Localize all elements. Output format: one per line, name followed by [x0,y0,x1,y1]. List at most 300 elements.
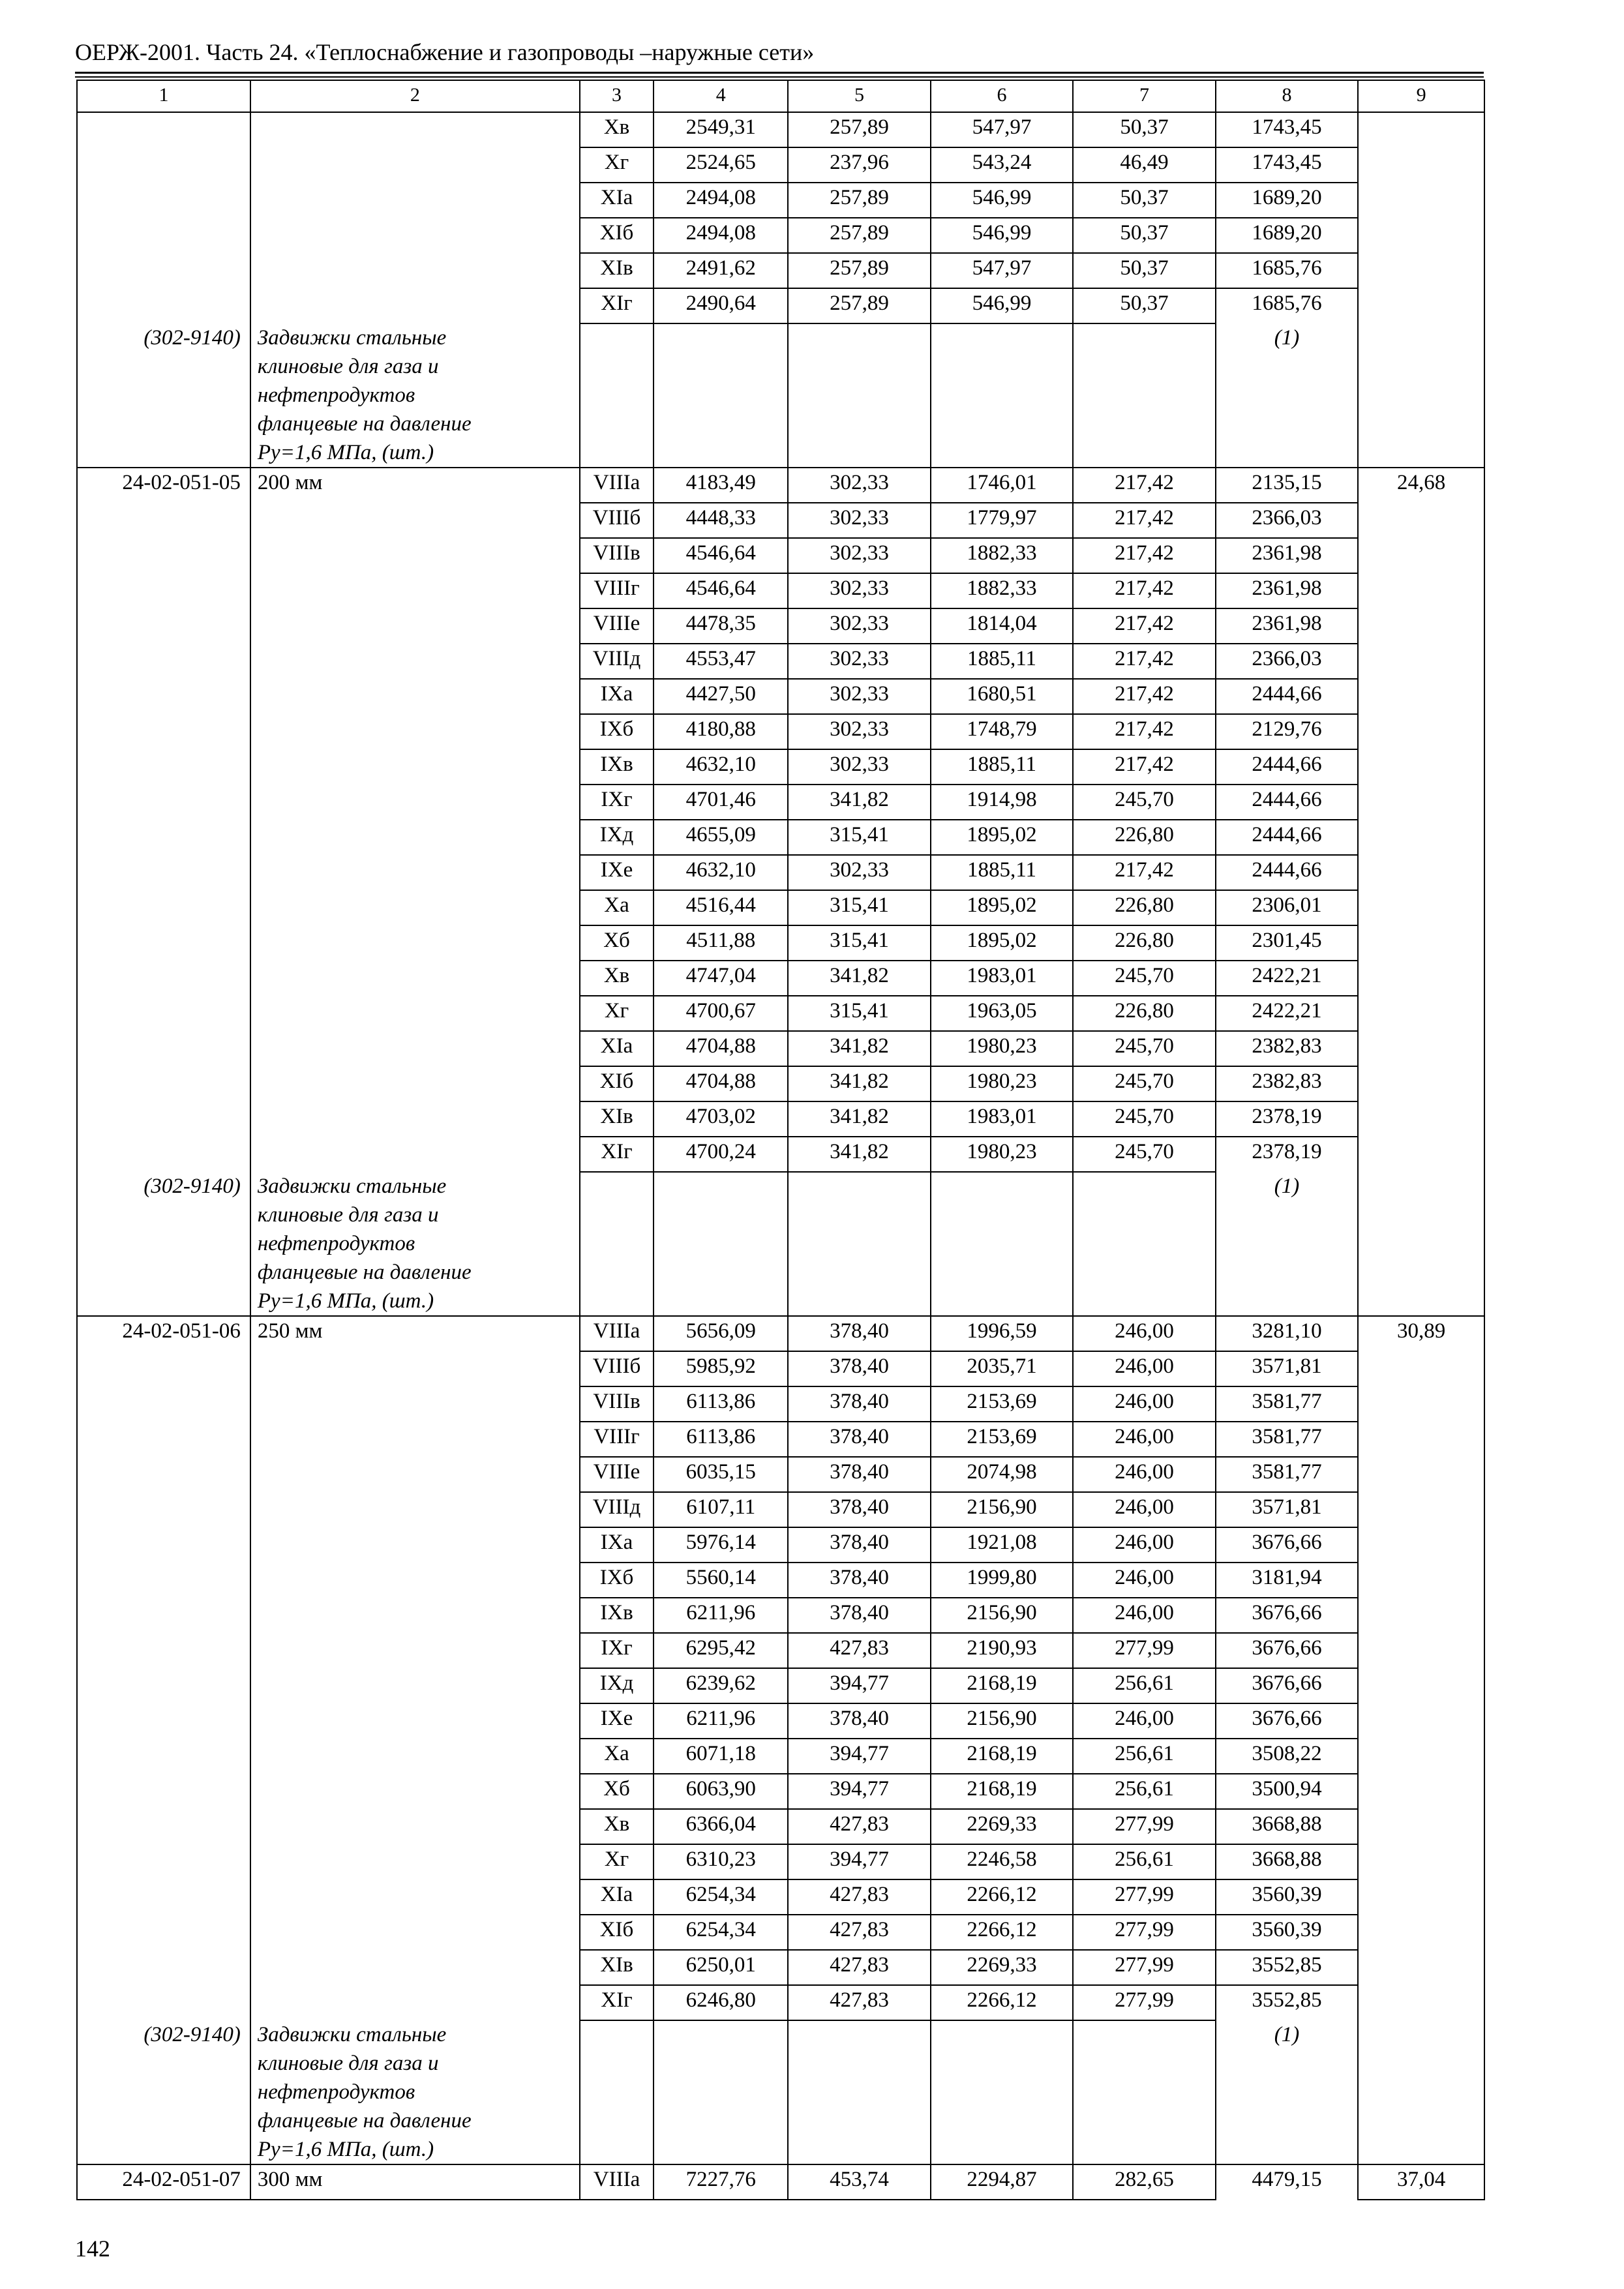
value-cell: 1743,45 [1216,112,1358,147]
price-table [76,80,1485,2200]
value-cell: 427,83 [788,1879,930,1915]
table-row [77,1351,1484,1386]
value-cell: 378,40 [788,1351,930,1386]
value-cell: 226,80 [1073,820,1215,855]
value-cell: 2301,45 [1216,925,1358,961]
table-row [77,112,1484,147]
value-cell: 1999,80 [931,1563,1073,1598]
value-cell: 2444,66 [1216,820,1358,855]
value-cell: 4479,15 [1216,2164,1358,2200]
value-cell: 4448,33 [654,503,788,538]
resource-name-cell [250,1172,580,1316]
value-cell: 2494,08 [654,183,788,218]
value-cell: 217,42 [1073,573,1215,608]
value-cell: 6063,90 [654,1774,788,1809]
col9-cell [1358,1351,1484,1386]
rate-code-cell [77,1633,250,1668]
rate-code-cell [77,1950,250,1985]
value-cell: XIв [580,1950,654,1985]
rate-name-cell [250,1598,580,1633]
value-cell: 256,61 [1073,1844,1215,1879]
value-cell: 2361,98 [1216,538,1358,573]
value-cell: IXа [580,679,654,714]
value-cell: 245,70 [1073,1066,1215,1101]
value-cell: 6246,80 [654,1985,788,2020]
col9-cell [1358,1739,1484,1774]
value-cell: 46,49 [1073,147,1215,183]
rate-name-cell [250,1774,580,1809]
rate-name-cell [250,1563,580,1598]
col9-cell [1358,112,1484,147]
value-cell: 2156,90 [931,1598,1073,1633]
rate-code-cell [77,1492,250,1527]
value-cell: XIб [580,1915,654,1950]
value-cell: 277,99 [1073,1950,1215,1985]
value-cell: 3676,66 [1216,1527,1358,1563]
rate-name-cell [250,1422,580,1457]
value-cell: 394,77 [788,1844,930,1879]
value-cell: 50,37 [1073,288,1215,323]
value-cell: 2444,66 [1216,855,1358,890]
rate-code-cell [77,925,250,961]
value-cell: 3181,94 [1216,1563,1358,1598]
value-cell: 6107,11 [654,1492,788,1527]
table-row [77,1492,1484,1527]
value-cell: 1980,23 [931,1066,1073,1101]
rate-name-cell [250,749,580,785]
table-row [77,1633,1484,1668]
value-cell: 217,42 [1073,679,1215,714]
header-rule-thin [75,76,1484,78]
value-cell: 1914,98 [931,785,1073,820]
value-cell: 3668,88 [1216,1844,1358,1879]
value-cell: IXг [580,1633,654,1668]
value-cell: 226,80 [1073,890,1215,925]
value-cell: 277,99 [1073,1879,1215,1915]
rate-code-cell [77,1386,250,1422]
rate-code-cell [77,573,250,608]
rate-name-cell [250,1527,580,1563]
col9-cell [1358,147,1484,183]
value-cell: 2153,69 [931,1386,1073,1422]
value-cell: XIв [580,1101,654,1137]
col9-cell [1358,1844,1484,1879]
value-cell: 4546,64 [654,573,788,608]
value-cell: 378,40 [788,1422,930,1457]
rate-name-cell [250,925,580,961]
col9-cell [1358,714,1484,749]
col9-cell [1358,1633,1484,1668]
col9-cell [1358,1950,1484,1985]
rate-name-cell [250,644,580,679]
value-cell: 302,33 [788,503,930,538]
value-cell: IXб [580,714,654,749]
rate-name-cell [250,1137,580,1172]
value-cell: 246,00 [1073,1316,1215,1351]
value-cell: 50,37 [1073,253,1215,288]
table-row [77,1598,1484,1633]
value-cell: 3560,39 [1216,1879,1358,1915]
empty-cell [580,323,654,468]
rate-code-cell [77,1066,250,1101]
value-cell: 378,40 [788,1563,930,1598]
empty-cell [931,1172,1073,1316]
value-cell: 341,82 [788,1066,930,1101]
empty-cell [931,2020,1073,2164]
table-row [77,1985,1484,2020]
value-cell: Xг [580,996,654,1031]
value-cell: Xб [580,1774,654,1809]
col9-cell [1358,644,1484,679]
resource-row [77,2020,1484,2164]
table-row [77,218,1484,253]
table-row [77,183,1484,218]
value-cell: 257,89 [788,112,930,147]
value-cell: 256,61 [1073,1668,1215,1703]
table-row [77,679,1484,714]
value-cell: 315,41 [788,925,930,961]
col9-cell: 30,89 [1358,1316,1484,1351]
value-cell: 1921,08 [931,1527,1073,1563]
value-cell: 378,40 [788,1386,930,1422]
value-cell: IXа [580,1527,654,1563]
rate-name-cell [250,679,580,714]
value-cell: 2494,08 [654,218,788,253]
value-cell: IXг [580,785,654,820]
table-row [77,961,1484,996]
rate-code-cell [77,112,250,147]
value-cell: 237,96 [788,147,930,183]
col9-cell [1358,1915,1484,1950]
rate-code-cell: 24-02-051-05 [77,468,250,503]
rate-name-cell [250,1985,580,2020]
resource-name-line: фланцевые на давление [257,1261,472,1284]
header-rule [75,72,1484,74]
value-cell: 394,77 [788,1774,930,1809]
rate-name-cell [250,573,580,608]
value-cell: 427,83 [788,1633,930,1668]
value-cell: 2168,19 [931,1668,1073,1703]
value-cell: 2269,33 [931,1950,1073,1985]
value-cell: 2491,62 [654,253,788,288]
value-cell: 3581,77 [1216,1386,1358,1422]
value-cell: IXе [580,855,654,890]
col9-cell [1358,1563,1484,1598]
value-cell: 2378,19 [1216,1137,1358,1172]
value-cell: XIб [580,1066,654,1101]
resource-quantity-cell: (1) [1216,323,1358,468]
col9-cell [1358,890,1484,925]
resource-quantity-cell: (1) [1216,2020,1358,2164]
col9-cell [1358,573,1484,608]
rate-name-cell [250,503,580,538]
value-cell: 282,65 [1073,2164,1215,2200]
rate-name-cell [250,1031,580,1066]
col9-cell [1358,749,1484,785]
value-cell: 6211,96 [654,1703,788,1739]
value-cell: 302,33 [788,608,930,644]
table-row [77,2164,1484,2200]
value-cell: 2366,03 [1216,644,1358,679]
value-cell: 1814,04 [931,608,1073,644]
rate-name-cell [250,1101,580,1137]
value-cell: 245,70 [1073,961,1215,996]
value-cell: 2156,90 [931,1703,1073,1739]
rate-name-cell [250,1633,580,1668]
rate-code-cell [77,714,250,749]
value-cell: VIIIг [580,1422,654,1457]
column-number-cell: 9 [1358,80,1484,112]
value-cell: 246,00 [1073,1457,1215,1492]
rate-code-cell [77,749,250,785]
rate-code-cell [77,1774,250,1809]
value-cell: 4553,47 [654,644,788,679]
value-cell: 1680,51 [931,679,1073,714]
value-cell: 1748,79 [931,714,1073,749]
value-cell: VIIIг [580,573,654,608]
value-cell: 2074,98 [931,1457,1073,1492]
rate-name-cell [250,1879,580,1915]
col9-cell [1358,1492,1484,1527]
value-cell: 302,33 [788,644,930,679]
value-cell: 4655,09 [654,820,788,855]
value-cell: 50,37 [1073,112,1215,147]
value-cell: 1885,11 [931,855,1073,890]
value-cell: 277,99 [1073,1809,1215,1844]
value-cell: 1980,23 [931,1137,1073,1172]
value-cell: 1689,20 [1216,183,1358,218]
value-cell: VIIIа [580,2164,654,2200]
value-cell: 378,40 [788,1598,930,1633]
table-row [77,1879,1484,1915]
value-cell: 427,83 [788,1950,930,1985]
value-cell: 1895,02 [931,820,1073,855]
value-cell: 217,42 [1073,468,1215,503]
value-cell: 5656,09 [654,1316,788,1351]
col9-cell [1358,1031,1484,1066]
value-cell: 546,99 [931,183,1073,218]
empty-cell [1358,1172,1484,1316]
rate-name-cell [250,1703,580,1739]
value-cell: Xг [580,1844,654,1879]
value-cell: 1980,23 [931,1031,1073,1066]
rate-name-cell [250,147,580,183]
resource-name-line: клиновые для газа и [257,355,439,378]
value-cell: 246,00 [1073,1563,1215,1598]
value-cell: 2035,71 [931,1351,1073,1386]
rate-code-cell [77,785,250,820]
value-cell: 246,00 [1073,1598,1215,1633]
value-cell: 6035,15 [654,1457,788,1492]
value-cell: 246,00 [1073,1351,1215,1386]
col9-cell [1358,1985,1484,2020]
rate-code-cell [77,608,250,644]
value-cell: VIIIе [580,608,654,644]
col9-cell [1358,218,1484,253]
value-cell: 1885,11 [931,749,1073,785]
value-cell: 6366,04 [654,1809,788,1844]
table-row [77,644,1484,679]
value-cell: VIIIб [580,1351,654,1386]
empty-cell [788,323,930,468]
table-row [77,1066,1484,1101]
rate-code-cell [77,218,250,253]
rate-code-cell [77,538,250,573]
value-cell: 3581,77 [1216,1422,1358,1457]
empty-cell [654,2020,788,2164]
document-header: ОЕРЖ-2001. Часть 24. «Теплоснабжение и газопроводы –наружные сети» [75,39,815,65]
column-number-cell: 4 [654,80,788,112]
rate-code-cell [77,1844,250,1879]
value-cell: 226,80 [1073,925,1215,961]
value-cell: IXе [580,1703,654,1739]
value-cell: 3281,10 [1216,1316,1358,1351]
rate-code-cell [77,1809,250,1844]
value-cell: 1743,45 [1216,147,1358,183]
value-cell: IXб [580,1563,654,1598]
table-row [77,573,1484,608]
rate-code-cell [77,820,250,855]
value-cell: 2153,69 [931,1422,1073,1457]
resource-name-line: Ру=1,6 МПа, (шт.) [257,2138,434,2161]
table-row [77,1950,1484,1985]
value-cell: 5560,14 [654,1563,788,1598]
value-cell: 246,00 [1073,1703,1215,1739]
rate-name-cell [250,1492,580,1527]
value-cell: 1885,11 [931,644,1073,679]
value-cell: 4700,67 [654,996,788,1031]
table-row [77,925,1484,961]
table-row [77,890,1484,925]
table-row [77,468,1484,503]
value-cell: 378,40 [788,1457,930,1492]
empty-cell [931,323,1073,468]
value-cell: 226,80 [1073,996,1215,1031]
value-cell: Xа [580,1739,654,1774]
value-cell: 3552,85 [1216,1950,1358,1985]
value-cell: 302,33 [788,714,930,749]
value-cell: 6113,86 [654,1386,788,1422]
value-cell: 257,89 [788,288,930,323]
value-cell: 246,00 [1073,1422,1215,1457]
col9-cell [1358,1668,1484,1703]
value-cell: 4180,88 [654,714,788,749]
value-cell: 2266,12 [931,1879,1073,1915]
col9-cell [1358,1066,1484,1101]
rate-name-cell [250,1739,580,1774]
rate-name-cell [250,288,580,323]
resource-row [77,1172,1484,1316]
value-cell: 2444,66 [1216,785,1358,820]
rate-name-cell [250,1386,580,1422]
value-cell: XIа [580,183,654,218]
empty-cell [1073,323,1215,468]
col9-cell [1358,538,1484,573]
rate-code-cell [77,147,250,183]
value-cell: 1895,02 [931,890,1073,925]
rate-name-cell [250,538,580,573]
value-cell: 1895,02 [931,925,1073,961]
value-cell: 453,74 [788,2164,930,2200]
rate-name-cell [250,1950,580,1985]
value-cell: 245,70 [1073,1101,1215,1137]
value-cell: 341,82 [788,961,930,996]
col9-cell [1358,785,1484,820]
resource-quantity-cell: (1) [1216,1172,1358,1316]
value-cell: 1882,33 [931,573,1073,608]
rate-code-cell [77,1457,250,1492]
rate-name-cell [250,1809,580,1844]
resource-name-line: клиновые для газа и [257,2052,439,2075]
value-cell: 4704,88 [654,1066,788,1101]
rate-code-cell [77,1739,250,1774]
rate-name-cell [250,1668,580,1703]
rate-code-cell [77,1915,250,1950]
col9-cell [1358,183,1484,218]
table-row [77,1386,1484,1422]
table-row [77,1915,1484,1950]
col9-cell [1358,1774,1484,1809]
table-row [77,1739,1484,1774]
value-cell: 6211,96 [654,1598,788,1633]
col9-cell [1358,925,1484,961]
empty-cell [1073,2020,1215,2164]
col9-cell [1358,1422,1484,1457]
value-cell: 50,37 [1073,183,1215,218]
value-cell: 1685,76 [1216,288,1358,323]
value-cell: 1685,76 [1216,253,1358,288]
value-cell: 1882,33 [931,538,1073,573]
value-cell: VIIIб [580,503,654,538]
column-number-cell: 1 [77,80,250,112]
value-cell: 4747,04 [654,961,788,996]
value-cell: 4516,44 [654,890,788,925]
value-cell: 2266,12 [931,1915,1073,1950]
value-cell: 277,99 [1073,1985,1215,2020]
rate-name-cell [250,218,580,253]
rate-name-cell [250,714,580,749]
column-number-cell: 8 [1216,80,1358,112]
value-cell: 1689,20 [1216,218,1358,253]
value-cell: IXд [580,1668,654,1703]
value-cell: 1746,01 [931,468,1073,503]
value-cell: 341,82 [788,1101,930,1137]
value-cell: 246,00 [1073,1386,1215,1422]
value-cell: 2382,83 [1216,1031,1358,1066]
table-row [77,538,1484,573]
table-row [77,749,1484,785]
value-cell: 302,33 [788,468,930,503]
value-cell: 4478,35 [654,608,788,644]
table-row [77,608,1484,644]
empty-cell [788,2020,930,2164]
value-cell: XIг [580,288,654,323]
value-cell: VIIIа [580,468,654,503]
value-cell: 427,83 [788,1809,930,1844]
value-cell: 394,77 [788,1668,930,1703]
resource-name-line: Ру=1,6 МПа, (шт.) [257,441,434,464]
value-cell: 256,61 [1073,1774,1215,1809]
value-cell: 4632,10 [654,855,788,890]
value-cell: 302,33 [788,749,930,785]
value-cell: 277,99 [1073,1915,1215,1950]
value-cell: 315,41 [788,996,930,1031]
resource-code-cell: (302-9140) [77,2020,250,2164]
table-row [77,1703,1484,1739]
rate-code-cell [77,1598,250,1633]
value-cell: 3560,39 [1216,1915,1358,1950]
value-cell: 3500,94 [1216,1774,1358,1809]
